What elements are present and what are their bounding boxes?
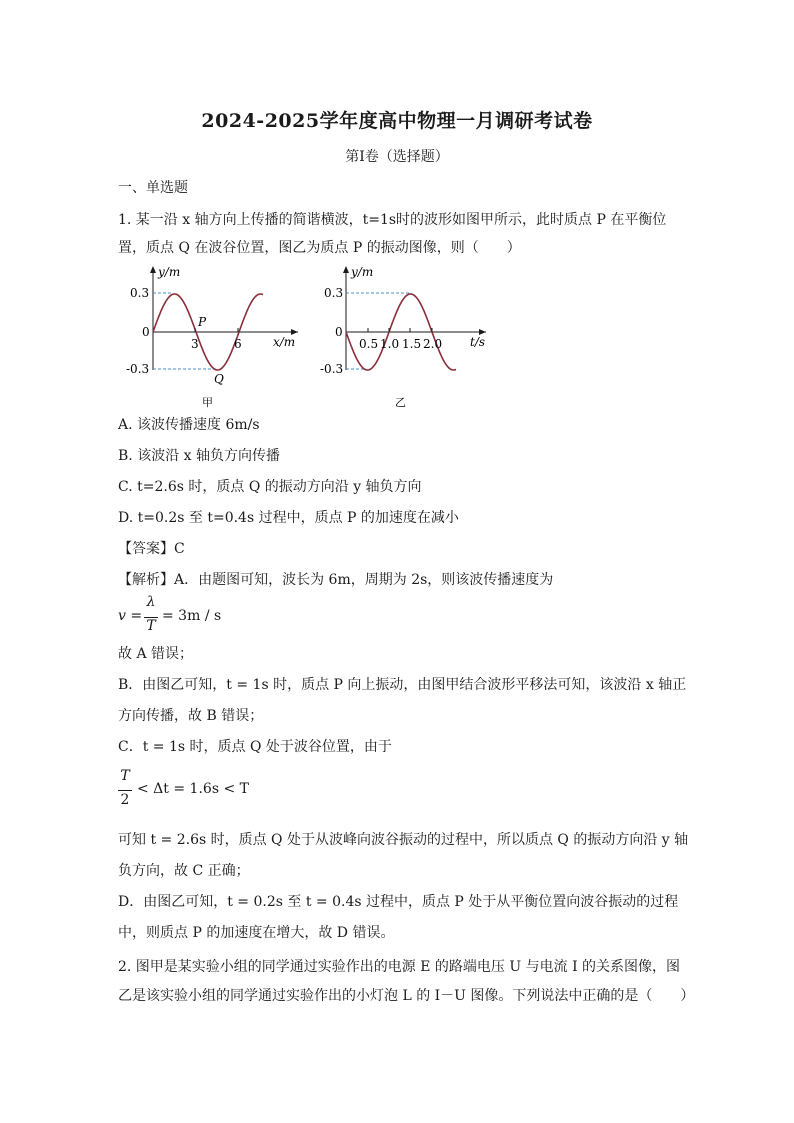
q2-stem-line2: 乙是该实验小组的同学通过实验作出的小灯泡 L 的 I－U 图像。下列说法中正确的是（ ） (118, 988, 695, 1004)
formula-denominator: 2 (120, 792, 130, 808)
option-a: A. 该波传播速度 6m/s (118, 417, 260, 433)
y-tick-top: 0.3 (130, 286, 150, 300)
formula-velocity (118, 596, 238, 640)
option-b: B. 该波沿 x 轴负方向传播 (118, 448, 280, 464)
option-c: C. t=2.6s 时，质点 Q 的振动方向沿 y 轴负方向 (118, 479, 422, 495)
t-tick-label-1-5: 1.5 (402, 337, 422, 351)
y-axis-label: y/m (158, 265, 181, 279)
figure-caption-jia: 甲 (202, 396, 213, 409)
y-tick-top: 0.3 (324, 286, 344, 300)
analysis-c-line3: 负方向，故 C 正确； (118, 863, 250, 879)
q1-stem-line1: 1. 某一沿 x 轴方向上传播的简谐横波，t=1s时的波形如图甲所示，此时质点 P 在平衡位 (118, 212, 667, 228)
analysis-c-line2: 可知 t = 2.6s 时，质点 Q 处于从波峰向波谷振动的过程中，所以质点 Q 的振动方向沿 y 轴 (118, 832, 689, 848)
q1-stem-line2: 置，质点 Q 在波谷位置，图乙为质点 P 的振动图像，则（ ） (118, 240, 521, 256)
formula-rhs: < Δt = 1.6s < T (137, 781, 249, 797)
point-p-label: P (198, 315, 207, 329)
t-axis-label: t/s (470, 335, 486, 349)
formula-rhs: = 3m / s (162, 608, 222, 624)
x-axis-label: x/m (273, 335, 296, 349)
y-axis-label: y/m (351, 265, 374, 279)
section-heading: 一、单选题 (118, 180, 188, 196)
x-tick-label-3: 3 (191, 337, 199, 351)
y-tick-bottom: -0.3 (126, 362, 150, 376)
page-title: 2024-2025学年度高中物理一月调研考试卷 (201, 110, 593, 132)
figure-jia-waveform (118, 262, 303, 410)
x-tick-label-6: 6 (234, 337, 242, 351)
y-axis-arrow (343, 266, 349, 273)
analysis-b-line2: 方向传播，故 B 错误； (118, 708, 264, 724)
formula-lhs: v = (118, 608, 143, 624)
formula-numerator: T (120, 768, 130, 784)
y-tick-zero: 0 (142, 325, 150, 339)
fraction-bar (118, 790, 132, 791)
analysis-b-line1: B．由图乙可知，t = 1s 时，质点 P 向上振动，由图甲结合波形平移法可知，该波沿 x 轴正 (118, 677, 687, 693)
analysis-a-end: 故 A 错误； (118, 646, 194, 662)
point-q-label: Q (214, 372, 224, 386)
analysis-c-line1: C．t = 1s 时，质点 Q 处于波谷位置，由于 (118, 739, 392, 755)
page-subtitle: 第I卷（选择题） (345, 149, 449, 165)
answer-line: 【答案】C (118, 541, 185, 557)
y-tick-bottom: -0.3 (320, 362, 344, 376)
analysis-d-line2: 中，则质点 P 的加速度在增大，故 D 错误。 (118, 925, 395, 941)
formula-denominator: T (146, 618, 156, 634)
t-tick-label-0-5: 0.5 (359, 337, 379, 351)
figure-yi-vibration (318, 262, 493, 410)
analysis-a: 【解析】A．由题图可知，波长为 6m，周期为 2s，则该波传播速度为 (118, 572, 554, 588)
y-tick-zero: 0 (335, 325, 343, 339)
t-tick-label-1-0: 1.0 (380, 337, 400, 351)
t-tick-label-2-0: 2.0 (423, 337, 443, 351)
formula-interval (118, 768, 278, 814)
q2-stem-line1: 2. 图甲是某实验小组的同学通过实验作出的电源 E 的路端电压 U 与电流 I 的关系图像，图 (118, 959, 681, 975)
y-axis-arrow (150, 266, 156, 273)
analysis-d-line1: D．由图乙可知，t = 0.2s 至 t = 0.4s 过程中，质点 P 处于从平衡位置向波谷振动的过程 (118, 894, 679, 910)
formula-numerator: λ (146, 594, 156, 610)
figure-caption-yi: 乙 (395, 396, 406, 409)
option-d: D. t=0.2s 至 t=0.4s 过程中，质点 P 的加速度在减小 (118, 510, 459, 526)
